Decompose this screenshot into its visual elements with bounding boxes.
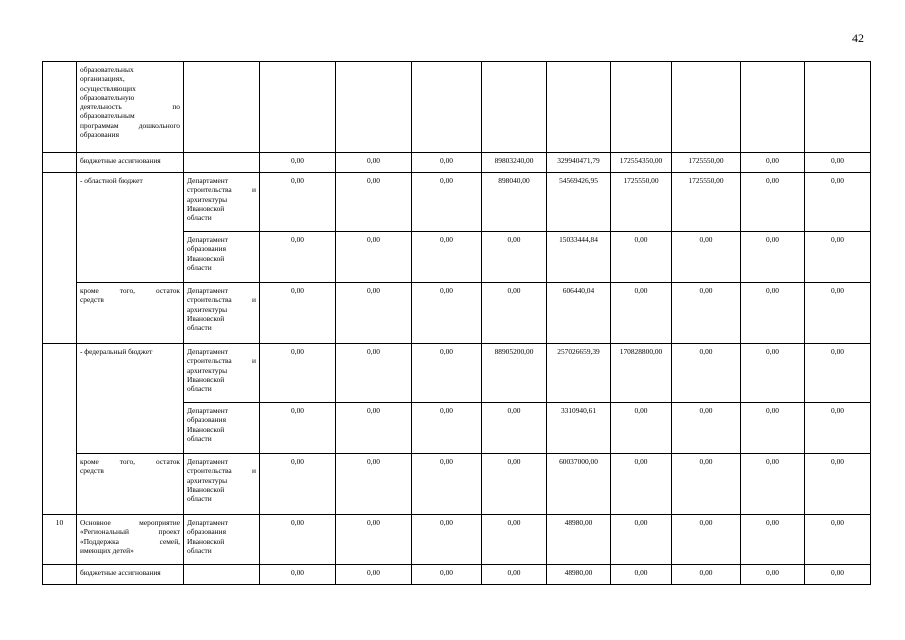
name-line: «Поддержка семей, (80, 536, 180, 546)
value-cell (672, 62, 741, 153)
value-cell: 0,00 (412, 283, 482, 344)
value-cell: 257026659,39 (547, 344, 611, 403)
name-line: имеющих детей» (80, 545, 134, 555)
value-cell: 15033444,84 (547, 232, 611, 283)
value-cell (611, 62, 672, 153)
org-cell (184, 283, 260, 344)
value-cell: 0,00 (260, 403, 336, 454)
org-line: Ивановской (187, 253, 225, 263)
value-cell: 170828800,00 (611, 344, 672, 403)
org-line: Ивановской (187, 313, 225, 323)
org-line: строительства и (187, 466, 256, 476)
value-cell (412, 62, 482, 153)
value-cell: 0,00 (260, 283, 336, 344)
name-line: кроме того, остаток (80, 286, 180, 295)
value-cell: 0,00 (805, 454, 871, 515)
org-cell (184, 153, 260, 173)
value-cell: 0,00 (805, 344, 871, 403)
value-cell: 3310940,61 (547, 403, 611, 454)
table-row (43, 565, 871, 585)
org-cell (184, 232, 260, 283)
value-cell: 0,00 (260, 344, 336, 403)
value-cell: 0,00 (336, 153, 412, 173)
value-cell: 0,00 (741, 232, 805, 283)
value-cell: 88905200,00 (482, 344, 547, 403)
value-cell: 898040,00 (482, 173, 547, 232)
org-cell (184, 173, 260, 232)
value-cell: 606440,04 (547, 283, 611, 344)
value-cell (336, 62, 412, 153)
name-line: образовательную (80, 92, 135, 102)
value-cell: 0,00 (336, 454, 412, 515)
value-cell (260, 62, 336, 153)
value-cell: 0,00 (611, 403, 672, 454)
value-cell: 0,00 (805, 232, 871, 283)
value-cell: 0,00 (805, 283, 871, 344)
name-cell: бюджетные ассигнования (77, 565, 184, 585)
value-cell: 0,00 (805, 173, 871, 232)
org-line: Ивановской (187, 536, 225, 546)
index-cell (43, 344, 77, 515)
value-cell: 0,00 (741, 565, 805, 585)
value-cell (547, 62, 611, 153)
value-cell: 0,00 (260, 232, 336, 283)
name-cell (77, 62, 184, 153)
name-line: средств (80, 466, 104, 476)
name-cell: бюджетные ассигнования (77, 153, 184, 173)
value-cell: 0,00 (412, 454, 482, 515)
org-line: Департамент (187, 176, 228, 185)
index-cell (43, 62, 77, 153)
value-cell: 0,00 (741, 153, 805, 173)
value-cell: 0,00 (611, 454, 672, 515)
value-cell: 0,00 (741, 344, 805, 403)
value-cell: 0,00 (412, 153, 482, 173)
value-cell: 0,00 (611, 515, 672, 565)
org-line: области (187, 384, 212, 393)
org-line: строительства и (187, 356, 256, 366)
value-cell: 0,00 (260, 173, 336, 232)
org-cell (184, 515, 260, 565)
value-cell: 0,00 (412, 515, 482, 565)
value-cell: 0,00 (805, 403, 871, 454)
table-row (43, 153, 871, 173)
value-cell: 0,00 (412, 403, 482, 454)
value-cell: 0,00 (482, 454, 547, 515)
value-cell: 0,00 (336, 232, 412, 283)
name-cell (77, 283, 184, 344)
value-cell: 0,00 (260, 515, 336, 565)
value-cell: 0,00 (611, 232, 672, 283)
value-cell: 0,00 (741, 403, 805, 454)
value-cell: 0,00 (741, 283, 805, 344)
value-cell: 0,00 (260, 565, 336, 585)
name-cell: - федеральный бюджет (77, 344, 184, 454)
value-cell: 1725550,00 (672, 173, 741, 232)
index-cell (43, 153, 77, 173)
org-line: образования (187, 244, 226, 254)
value-cell: 0,00 (611, 565, 672, 585)
name-cell (77, 515, 184, 565)
name-line: средств (80, 295, 104, 305)
org-line: архитектуры (187, 475, 228, 485)
value-cell: 0,00 (412, 232, 482, 283)
budget-table (42, 61, 871, 585)
table-row (43, 515, 871, 565)
value-cell: 0,00 (336, 515, 412, 565)
value-cell: 0,00 (482, 232, 547, 283)
org-cell (184, 454, 260, 515)
name-line: «Региональный проект (80, 527, 180, 537)
index-cell: 10 (43, 515, 77, 565)
value-cell: 0,00 (336, 565, 412, 585)
page-number: 42 (852, 31, 864, 45)
org-line: строительства и (187, 185, 256, 195)
org-line: архитектуры (187, 365, 228, 375)
value-cell: 0,00 (672, 344, 741, 403)
value-cell: 54569426,95 (547, 173, 611, 232)
value-cell: 0,00 (412, 565, 482, 585)
org-line: архитектуры (187, 304, 228, 314)
org-line: Департамент (187, 406, 228, 415)
name-line: организациях, (80, 74, 125, 84)
value-cell: 48980,00 (547, 515, 611, 565)
value-cell (741, 62, 805, 153)
table-row (43, 173, 871, 232)
value-cell (482, 62, 547, 153)
name-line: программам дошкольного (80, 120, 180, 130)
org-line: Департамент (187, 518, 228, 527)
org-line: области (187, 545, 212, 555)
org-line: области (187, 262, 212, 272)
value-cell: 1725550,00 (672, 153, 741, 173)
org-line: области (187, 213, 212, 222)
org-line: области (187, 494, 212, 503)
name-cell: - областной бюджет (77, 173, 184, 283)
value-cell: 0,00 (672, 515, 741, 565)
org-line: образования (187, 415, 226, 425)
name-line: кроме того, остаток (80, 457, 180, 466)
org-line: Ивановской (187, 484, 225, 494)
value-cell: 0,00 (412, 344, 482, 403)
table-row (43, 62, 871, 153)
value-cell: 0,00 (672, 403, 741, 454)
org-line: Департамент (187, 235, 228, 244)
value-cell: 172554350,00 (611, 153, 672, 173)
org-cell (184, 62, 260, 153)
value-cell: 0,00 (805, 565, 871, 585)
value-cell: 0,00 (260, 454, 336, 515)
name-line: осуществляющих (80, 83, 136, 93)
org-cell (184, 565, 260, 585)
org-cell (184, 403, 260, 454)
value-cell: 60037000,00 (547, 454, 611, 515)
org-line: Ивановской (187, 374, 225, 384)
value-cell: 48980,00 (547, 565, 611, 585)
value-cell: 0,00 (336, 173, 412, 232)
value-cell: 0,00 (336, 403, 412, 454)
value-cell: 0,00 (672, 565, 741, 585)
value-cell: 0,00 (260, 153, 336, 173)
name-line: Основное мероприятие (80, 518, 180, 527)
value-cell: 0,00 (805, 153, 871, 173)
org-line: Департамент (187, 286, 228, 295)
value-cell: 0,00 (741, 515, 805, 565)
index-cell (43, 173, 77, 344)
name-cell (77, 454, 184, 515)
value-cell: 0,00 (482, 403, 547, 454)
org-line: строительства и (187, 295, 256, 305)
value-cell: 0,00 (672, 232, 741, 283)
table-row (43, 283, 871, 344)
name-line: образовательных (80, 65, 134, 74)
table-row (43, 454, 871, 515)
value-cell: 0,00 (412, 173, 482, 232)
value-cell: 0,00 (741, 454, 805, 515)
org-cell (184, 344, 260, 403)
name-line: образовательным (80, 111, 135, 121)
value-cell: 0,00 (805, 515, 871, 565)
table-row (43, 344, 871, 403)
org-line: Департамент (187, 347, 228, 356)
value-cell (805, 62, 871, 153)
org-line: области (187, 433, 212, 443)
org-line: области (187, 323, 212, 332)
value-cell: 329940471,79 (547, 153, 611, 173)
org-line: Ивановской (187, 424, 225, 434)
value-cell: 1725550,00 (611, 173, 672, 232)
value-cell: 0,00 (336, 283, 412, 344)
org-line: архитектуры (187, 194, 228, 204)
value-cell: 0,00 (672, 283, 741, 344)
value-cell: 0,00 (482, 283, 547, 344)
value-cell: 89803240,00 (482, 153, 547, 173)
org-line: Департамент (187, 457, 228, 466)
name-line: образования (80, 129, 119, 139)
name-line: деятельность по (80, 102, 180, 111)
value-cell: 0,00 (482, 515, 547, 565)
value-cell: 0,00 (336, 344, 412, 403)
org-line: Ивановской (187, 203, 225, 213)
value-cell: 0,00 (482, 565, 547, 585)
value-cell: 0,00 (672, 454, 741, 515)
org-line: образования (187, 527, 226, 537)
index-cell (43, 565, 77, 585)
value-cell: 0,00 (611, 283, 672, 344)
value-cell: 0,00 (741, 173, 805, 232)
